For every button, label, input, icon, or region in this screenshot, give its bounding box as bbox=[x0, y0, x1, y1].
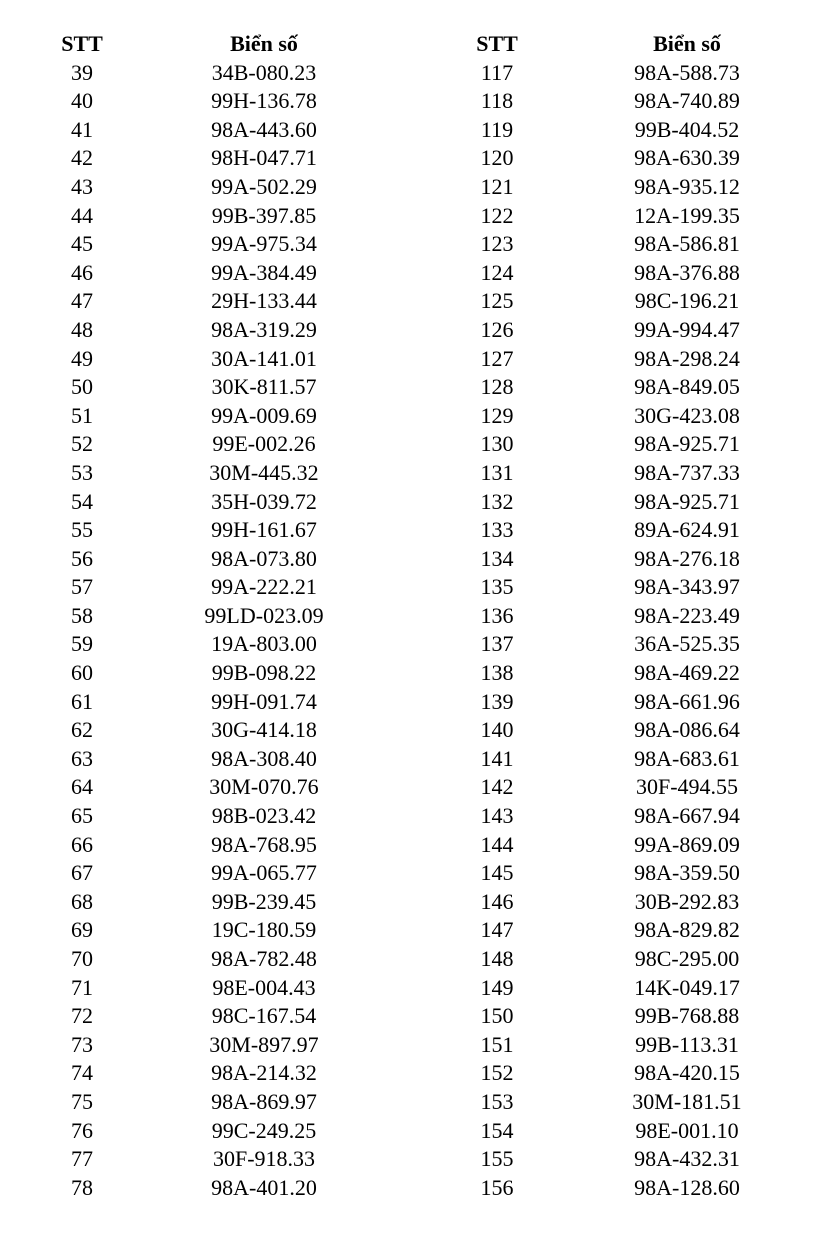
stt-left-cell: 42 bbox=[71, 145, 93, 171]
plate-left-cell: 99H-161.67 bbox=[211, 517, 317, 543]
stt-right-cell: 130 bbox=[480, 431, 514, 457]
stt-left-cell: 70 bbox=[71, 946, 93, 971]
plate-right-cell: 99A-869.09 bbox=[634, 831, 740, 857]
stt-right-cell: 147 bbox=[480, 917, 514, 943]
table-row bbox=[0, 1031, 816, 1060]
table-row bbox=[0, 59, 816, 88]
stt-left-cell: 73 bbox=[71, 1031, 93, 1057]
stt-left-cell: 43 bbox=[71, 173, 93, 199]
plate-right-cell: 98A-276.18 bbox=[634, 545, 740, 571]
stt-left-cell: 78 bbox=[71, 1174, 93, 1200]
plate-right-cell: 12A-199.35 bbox=[634, 202, 740, 228]
plate-left-cell: 30M-897.97 bbox=[209, 1031, 319, 1057]
table-header-row bbox=[0, 30, 816, 59]
plate-left-cell: 99B-397.85 bbox=[211, 202, 317, 228]
plate-left-cell: 99B-239.45 bbox=[211, 888, 317, 914]
stt-left-cell: 49 bbox=[71, 345, 93, 371]
plate-table bbox=[0, 30, 816, 1202]
table-row bbox=[0, 287, 816, 316]
stt-left-cell: 61 bbox=[71, 688, 93, 714]
plate-left-cell: 98A-308.40 bbox=[211, 745, 317, 771]
plate-right-cell: 98A-376.88 bbox=[634, 259, 740, 285]
stt-left-cell: 53 bbox=[71, 459, 93, 485]
stt-right-cell: 144 bbox=[480, 831, 514, 857]
plate-left-cell: 98C-167.54 bbox=[211, 1003, 317, 1029]
stt-left-cell: 58 bbox=[71, 602, 93, 628]
plate-right-cell: 98A-740.89 bbox=[634, 88, 740, 114]
stt-right-cell: 149 bbox=[480, 974, 514, 1000]
plate-left-cell: 98A-214.32 bbox=[211, 1060, 317, 1086]
plate-left-cell: 98A-443.60 bbox=[211, 116, 317, 142]
stt-left-cell: 64 bbox=[71, 774, 93, 800]
plate-left-cell: 99H-091.74 bbox=[211, 688, 317, 714]
table-row bbox=[0, 430, 816, 459]
plate-left-cell: 99A-975.34 bbox=[211, 231, 317, 257]
table-row bbox=[0, 773, 816, 802]
stt-right-cell: 127 bbox=[480, 345, 514, 371]
table-row bbox=[0, 974, 816, 1003]
stt-left-cell: 66 bbox=[71, 831, 93, 857]
stt-left-cell: 65 bbox=[71, 803, 93, 829]
stt-left-cell: 54 bbox=[71, 488, 93, 514]
plate-left-cell: 30G-414.18 bbox=[211, 717, 317, 743]
stt-left-cell: 62 bbox=[71, 717, 93, 743]
table-row bbox=[0, 516, 816, 545]
table-row bbox=[0, 1117, 816, 1146]
plate-right-cell: 14K-049.17 bbox=[634, 974, 740, 1000]
table-row bbox=[0, 716, 816, 745]
plate-left-cell: 30M-445.32 bbox=[209, 459, 319, 485]
plate-left-cell: 98A-319.29 bbox=[211, 316, 317, 342]
table-row bbox=[0, 945, 816, 974]
stt-right-cell: 121 bbox=[480, 173, 514, 199]
stt-right-cell: 150 bbox=[480, 1003, 514, 1029]
table-row bbox=[0, 202, 816, 231]
stt-left-cell: 39 bbox=[71, 59, 93, 85]
stt-right-cell: 142 bbox=[480, 774, 514, 800]
plate-right-cell: 98C-295.00 bbox=[634, 946, 740, 971]
stt-left-cell: 68 bbox=[71, 888, 93, 914]
plate-right-cell: 99A-994.47 bbox=[634, 316, 740, 342]
plate-left-cell: 98A-401.20 bbox=[211, 1174, 317, 1200]
stt-right-cell: 131 bbox=[480, 459, 514, 485]
plate-left-cell: 99B-098.22 bbox=[211, 660, 317, 686]
plate-left-cell: 98A-073.80 bbox=[211, 545, 317, 571]
plate-right-cell: 89A-624.91 bbox=[634, 517, 740, 543]
stt-right-cell: 120 bbox=[480, 145, 514, 171]
table-row bbox=[0, 402, 816, 431]
plate-right-cell: 98C-196.21 bbox=[634, 288, 740, 314]
plate-right-cell: 98A-683.61 bbox=[634, 745, 740, 771]
stt-left-cell: 52 bbox=[71, 431, 93, 457]
header-stt-right: STT bbox=[476, 31, 518, 56]
plate-left-cell: 19A-803.00 bbox=[211, 631, 317, 657]
stt-left-cell: 41 bbox=[71, 116, 93, 142]
stt-left-cell: 71 bbox=[71, 974, 93, 1000]
stt-left-cell: 63 bbox=[71, 745, 93, 771]
table-row bbox=[0, 545, 816, 574]
table-row bbox=[0, 316, 816, 345]
table-row bbox=[0, 602, 816, 631]
table-row bbox=[0, 345, 816, 374]
plate-right-cell: 98A-588.73 bbox=[634, 59, 740, 85]
header-stt-left: STT bbox=[61, 31, 103, 56]
plate-left-cell: 98H-047.71 bbox=[211, 145, 317, 171]
plate-right-cell: 36A-525.35 bbox=[634, 631, 740, 657]
stt-left-cell: 47 bbox=[71, 288, 93, 314]
stt-left-cell: 57 bbox=[71, 574, 93, 600]
plate-right-cell: 98A-420.15 bbox=[634, 1060, 740, 1086]
stt-right-cell: 136 bbox=[480, 602, 514, 628]
table-row bbox=[0, 745, 816, 774]
plate-right-cell: 98A-223.49 bbox=[634, 602, 740, 628]
stt-right-cell: 156 bbox=[480, 1174, 514, 1200]
table-row bbox=[0, 173, 816, 202]
table-row bbox=[0, 230, 816, 259]
plate-right-cell: 98A-298.24 bbox=[634, 345, 740, 371]
stt-right-cell: 153 bbox=[480, 1088, 514, 1114]
stt-right-cell: 128 bbox=[480, 374, 514, 400]
stt-right-cell: 143 bbox=[480, 803, 514, 829]
table-row bbox=[0, 859, 816, 888]
plate-left-cell: 98B-023.42 bbox=[211, 803, 317, 829]
plate-left-cell: 99A-502.29 bbox=[211, 173, 317, 199]
plate-left-cell: 29H-133.44 bbox=[211, 288, 317, 314]
stt-right-cell: 140 bbox=[480, 717, 514, 743]
table-row bbox=[0, 488, 816, 517]
stt-left-cell: 60 bbox=[71, 660, 93, 686]
table-row bbox=[0, 916, 816, 945]
stt-right-cell: 155 bbox=[480, 1146, 514, 1172]
stt-right-cell: 138 bbox=[480, 660, 514, 686]
stt-left-cell: 55 bbox=[71, 517, 93, 543]
table-row bbox=[0, 144, 816, 173]
stt-right-cell: 133 bbox=[480, 517, 514, 543]
stt-right-cell: 151 bbox=[480, 1031, 514, 1057]
stt-right-cell: 141 bbox=[480, 745, 514, 771]
plate-right-cell: 30G-423.08 bbox=[634, 402, 740, 428]
plate-right-cell: 98A-343.97 bbox=[634, 574, 740, 600]
stt-right-cell: 135 bbox=[480, 574, 514, 600]
plate-left-cell: 30F-918.33 bbox=[212, 1146, 316, 1172]
stt-right-cell: 139 bbox=[480, 688, 514, 714]
stt-right-cell: 118 bbox=[480, 88, 514, 114]
stt-left-cell: 72 bbox=[71, 1003, 93, 1029]
stt-right-cell: 137 bbox=[480, 631, 514, 657]
plate-left-cell: 99A-222.21 bbox=[211, 574, 317, 600]
stt-right-cell: 123 bbox=[480, 231, 514, 257]
table-row bbox=[0, 116, 816, 145]
stt-left-cell: 77 bbox=[71, 1146, 93, 1172]
plate-left-cell: 98E-004.43 bbox=[212, 974, 316, 1000]
stt-left-cell: 76 bbox=[71, 1117, 93, 1143]
stt-left-cell: 74 bbox=[71, 1060, 93, 1086]
stt-right-cell: 129 bbox=[480, 402, 514, 428]
plate-right-cell: 98A-667.94 bbox=[634, 803, 740, 829]
stt-left-cell: 40 bbox=[71, 88, 93, 114]
plate-left-cell: 34B-080.23 bbox=[211, 59, 317, 85]
plate-left-cell: 99H-136.78 bbox=[211, 88, 317, 114]
plate-left-cell: 99LD-023.09 bbox=[204, 602, 324, 628]
stt-right-cell: 146 bbox=[480, 888, 514, 914]
plate-right-cell: 30B-292.83 bbox=[634, 888, 740, 914]
table-row bbox=[0, 87, 816, 116]
stt-left-cell: 51 bbox=[71, 402, 93, 428]
plate-left-cell: 30M-070.76 bbox=[209, 774, 319, 800]
stt-right-cell: 152 bbox=[480, 1060, 514, 1086]
table-body bbox=[0, 59, 816, 1203]
table-row bbox=[0, 688, 816, 717]
plate-right-cell: 98A-925.71 bbox=[634, 488, 740, 514]
stt-left-cell: 50 bbox=[71, 374, 93, 400]
stt-left-cell: 56 bbox=[71, 545, 93, 571]
plate-right-cell: 98A-935.12 bbox=[634, 173, 740, 199]
table-row bbox=[0, 1059, 816, 1088]
plate-left-cell: 99A-384.49 bbox=[211, 259, 317, 285]
table-row bbox=[0, 1145, 816, 1174]
table-row bbox=[0, 630, 816, 659]
stt-right-cell: 132 bbox=[480, 488, 514, 514]
table-row bbox=[0, 831, 816, 860]
stt-left-cell: 69 bbox=[71, 917, 93, 943]
plate-right-cell: 98A-925.71 bbox=[634, 431, 740, 457]
plate-left-cell: 98A-768.95 bbox=[211, 831, 317, 857]
plate-right-cell: 30F-494.55 bbox=[635, 774, 739, 800]
table-row bbox=[0, 1088, 816, 1117]
stt-right-cell: 124 bbox=[480, 259, 514, 285]
table-row bbox=[0, 259, 816, 288]
plate-right-cell: 98A-086.64 bbox=[634, 717, 740, 743]
stt-left-cell: 45 bbox=[71, 231, 93, 257]
table-row bbox=[0, 888, 816, 917]
plate-left-cell: 98A-782.48 bbox=[211, 946, 317, 971]
table-row bbox=[0, 802, 816, 831]
table-row bbox=[0, 459, 816, 488]
table-row bbox=[0, 1002, 816, 1031]
plate-left-cell: 99E-002.26 bbox=[212, 431, 316, 457]
header-plate-left: Biển số bbox=[230, 31, 298, 56]
stt-right-cell: 126 bbox=[480, 316, 514, 342]
plate-left-cell: 35H-039.72 bbox=[211, 488, 317, 514]
plate-left-cell: 99A-009.69 bbox=[211, 402, 317, 428]
plate-right-cell: 98A-737.33 bbox=[634, 459, 740, 485]
plate-right-cell: 30M-181.51 bbox=[632, 1088, 742, 1114]
stt-right-cell: 125 bbox=[480, 288, 514, 314]
table-row bbox=[0, 1174, 816, 1203]
plate-right-cell: 98A-128.60 bbox=[634, 1174, 740, 1200]
plate-right-cell: 98A-586.81 bbox=[634, 231, 740, 257]
plate-left-cell: 30A-141.01 bbox=[211, 345, 317, 371]
stt-right-cell: 117 bbox=[480, 59, 514, 85]
plate-left-cell: 30K-811.57 bbox=[211, 374, 317, 400]
stt-left-cell: 67 bbox=[71, 860, 93, 886]
plate-right-cell: 98A-849.05 bbox=[634, 374, 740, 400]
stt-right-cell: 145 bbox=[480, 860, 514, 886]
plate-right-cell: 98A-469.22 bbox=[634, 660, 740, 686]
header-plate-right: Biển số bbox=[653, 31, 721, 56]
plate-right-cell: 98A-829.82 bbox=[634, 917, 740, 943]
plate-right-cell: 99B-768.88 bbox=[634, 1003, 740, 1029]
plate-right-cell: 98E-001.10 bbox=[635, 1117, 739, 1143]
stt-left-cell: 59 bbox=[71, 631, 93, 657]
stt-left-cell: 46 bbox=[71, 259, 93, 285]
stt-right-cell: 119 bbox=[480, 116, 514, 142]
table-row bbox=[0, 373, 816, 402]
plate-left-cell: 99C-249.25 bbox=[211, 1117, 317, 1143]
table-row bbox=[0, 573, 816, 602]
table-row bbox=[0, 659, 816, 688]
plate-right-cell: 98A-359.50 bbox=[634, 860, 740, 886]
stt-left-cell: 48 bbox=[71, 316, 93, 342]
stt-right-cell: 148 bbox=[480, 946, 514, 971]
plate-right-cell: 99B-404.52 bbox=[634, 116, 740, 142]
plate-left-cell: 19C-180.59 bbox=[211, 917, 317, 943]
plate-right-cell: 98A-630.39 bbox=[634, 145, 740, 171]
stt-left-cell: 44 bbox=[71, 202, 93, 228]
plate-left-cell: 98A-869.97 bbox=[211, 1088, 317, 1114]
plate-right-cell: 99B-113.31 bbox=[635, 1031, 739, 1057]
stt-right-cell: 134 bbox=[480, 545, 514, 571]
plate-left-cell: 99A-065.77 bbox=[211, 860, 317, 886]
plate-right-cell: 98A-432.31 bbox=[634, 1146, 740, 1172]
stt-right-cell: 122 bbox=[480, 202, 514, 228]
stt-right-cell: 154 bbox=[480, 1117, 514, 1143]
plate-list-document bbox=[0, 30, 816, 1202]
plate-right-cell: 98A-661.96 bbox=[634, 688, 740, 714]
stt-left-cell: 75 bbox=[71, 1088, 93, 1114]
